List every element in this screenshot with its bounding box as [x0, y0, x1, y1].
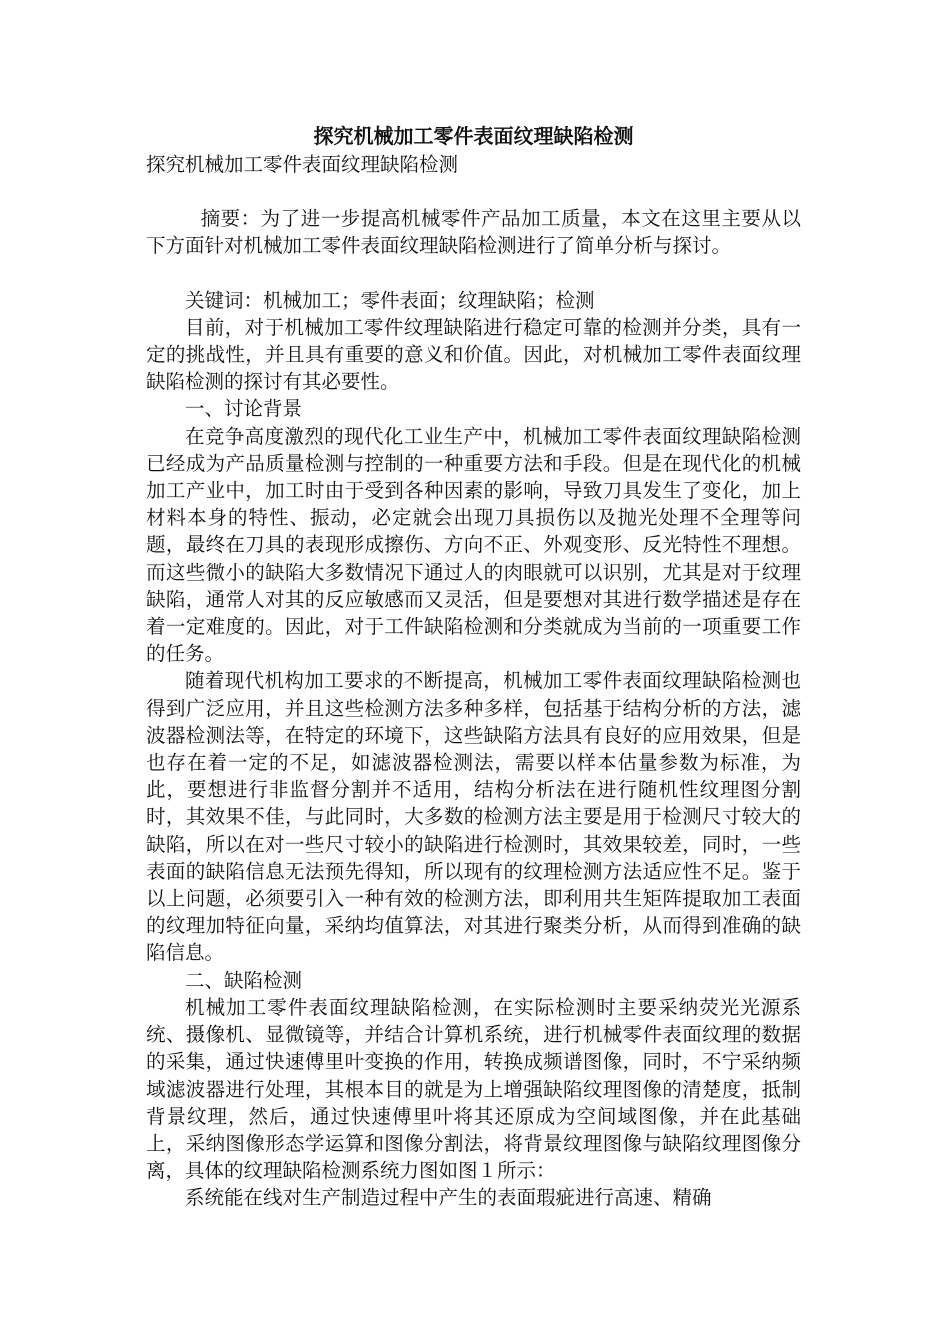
intro-paragraph: 目前，对于机械加工零件纹理缺陷进行稳定可靠的检测并分类，具有一定的挑战性，并且具有重要的意义和价值。因此，对机械加工零件表面纹理缺陷检测的探讨有其必要性。 [146, 315, 801, 394]
section-heading-background: 一、讨论背景 [185, 397, 303, 421]
defect-detection-paragraph-1: 机械加工零件表面纹理缺陷检测，在实际检测时主要采纳荧光光源系统、摄像机、显微镜等，并结合计算机系统，进行机械零件表面纹理的数据的采集，通过快速傅里叶变换的作用，转换成频谱图像，同时，不宁采纳频域滤波器进行处理，其根本目的就是为上增强缺陷纹理图像的清楚度，抵制背景纹理，然后，通过快速傅里叶将其还原成为空间域图像，并在此基础上，采纳图像形态学运算和图像分割法，将背景纹理图像与缺陷纹理图像分离，具体的纹理缺陷检测系统力图如图１所示： [146, 995, 801, 1183]
keywords-line: 关键词：机械加工；零件表面；纹理缺陷；检测 [185, 288, 595, 312]
background-paragraph-2: 随着现代机构加工要求的不断提高，机械加工零件表面纹理缺陷检测也得到广泛应用，并且这些检测方法多种多样，包括基于结构分析的方法，滤波器检测法等，在特定的环境下，这些缺陷方法具有良好的应用效果，但是也存在着一定的不足，如滤波器检测法，需要以样本估量参数为标准，为此，要想进行非监督分割并不适用，结构分析法在进行随机性纹理图分割时，其效果不佳，与此同时，大多数的检测方法主要是用于检测尺寸较大的缺陷，所以在对一些尺寸较小的缺陷进行检测时，其效果较差，同时，一些表面的缺陷信息无法预先得知，所以现有的纹理检测方法适应性不足。鉴于以上问题，必须要引入一种有效的检测方法，即利用共生矩阵提取加工表面的纹理加特征向量，采纳均值算法，对其进行聚类分析，从而得到准确的缺陷信息。 [146, 669, 801, 965]
section-heading-defect-detection: 二、缺陷检测 [185, 968, 303, 992]
document-body [146, 121, 801, 1212]
blank-line [146, 178, 801, 205]
defect-detection-paragraph-2: 系统能在线对生产制造过程中产生的表面瑕疵进行高速、精确 [185, 1186, 712, 1210]
abstract-paragraph: 摘要：为了进一步提高机械零件产品加工质量，本文在这里主要从以下方面针对机械加工零件表面纹理缺陷检测进行了简单分析与探讨。 [146, 207, 801, 258]
document-title: 探究机械加工零件表面纹理缺陷检测 [313, 124, 634, 148]
background-paragraph-1: 在竞争高度激烈的现代化工业生产中，机械加工零件表面纹理缺陷检测已经成为产品质量检测与控制的一种重要方法和手段。但是在现代化的机械加工产业中，加工时由于受到各种因素的影响，导致刀具发生了变化，加上材料本身的特性、振动，必定就会出现刀具损伤以及抛光处理不全理等问题，最终在刀具的表现形成擦伤、方向不正、外观变形、反光特性不理想。而这些微小的缺陷大多数情况下通过人的肉眼就可以识别，尤其是对于纹理缺陷，通常人对其的反应敏感而又灵活，但是要想对其进行数学描述是存在着一定难度的。因此，对于工件缺陷检测和分类就成为当前的一项重要工作的任务。 [146, 424, 801, 666]
blank-line [146, 260, 801, 287]
document-subtitle: 探究机械加工零件表面纹理缺陷检测 [146, 153, 459, 176]
